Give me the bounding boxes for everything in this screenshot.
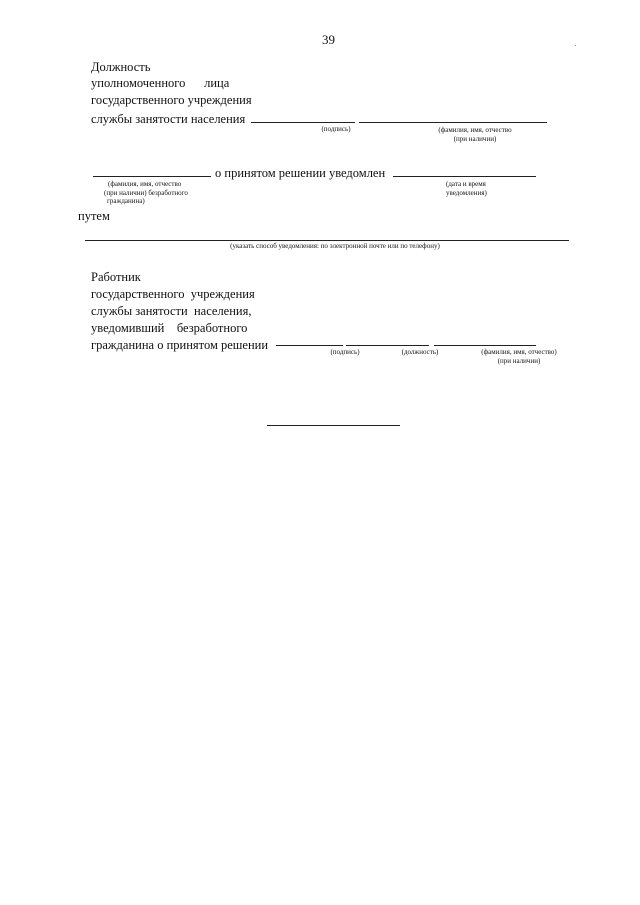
label-line: уведомивший безработного — [91, 321, 248, 335]
authorized-person-label — [91, 59, 252, 127]
label-line: уполномоченного лица — [91, 76, 230, 90]
caption-line: (при наличии) — [497, 356, 541, 365]
closing-separator — [267, 425, 400, 426]
employee-position-line — [346, 345, 429, 346]
employee-position-caption: (должность) — [401, 348, 439, 356]
employee-name-caption — [458, 348, 580, 365]
datetime-caption — [446, 180, 487, 197]
label-line: Должность — [91, 60, 151, 74]
signature-line — [251, 122, 355, 123]
caption-line: уведомления) — [446, 188, 487, 197]
signature-caption: (подпись) — [321, 125, 351, 133]
scan-artifact — [575, 45, 576, 46]
name-line — [359, 122, 547, 123]
employee-name-line — [434, 345, 536, 346]
notice-text: о принятом решении уведомлен — [215, 166, 386, 180]
label-line: службы занятости населения, — [91, 304, 252, 318]
method-line — [85, 240, 569, 241]
caption-line: (дата и время — [446, 180, 486, 188]
page-number: 39 — [322, 32, 335, 47]
label-line: государственного учреждения — [91, 287, 255, 301]
unemployed-caption — [104, 180, 188, 206]
label-line: государственного учреждения — [91, 93, 252, 107]
method-caption: (указать способ уведомления: по электронной почте или по телефону) — [230, 242, 440, 250]
label-line: службы занятости населения — [91, 112, 246, 126]
caption-line: (при наличии) — [453, 134, 497, 143]
employee-signature-caption: (подпись) — [330, 348, 360, 356]
employee-signature-line — [276, 345, 343, 346]
label-line: гражданина о принятом решении — [91, 338, 269, 352]
employee-label — [91, 269, 268, 353]
label-line: Работник — [91, 270, 141, 284]
caption-line: гражданина) — [107, 197, 145, 205]
caption-line: (фамилия, имя, отчество — [108, 180, 182, 188]
unemployed-name-line — [93, 176, 211, 177]
by-means-label: путем — [78, 209, 110, 223]
caption-line: (при наличии) безработного — [104, 188, 188, 197]
caption-line: (фамилия, имя, отчество — [438, 126, 512, 134]
caption-line: (фамилия, имя, отчество) — [481, 348, 557, 356]
name-caption — [420, 126, 530, 143]
datetime-line — [393, 176, 536, 177]
